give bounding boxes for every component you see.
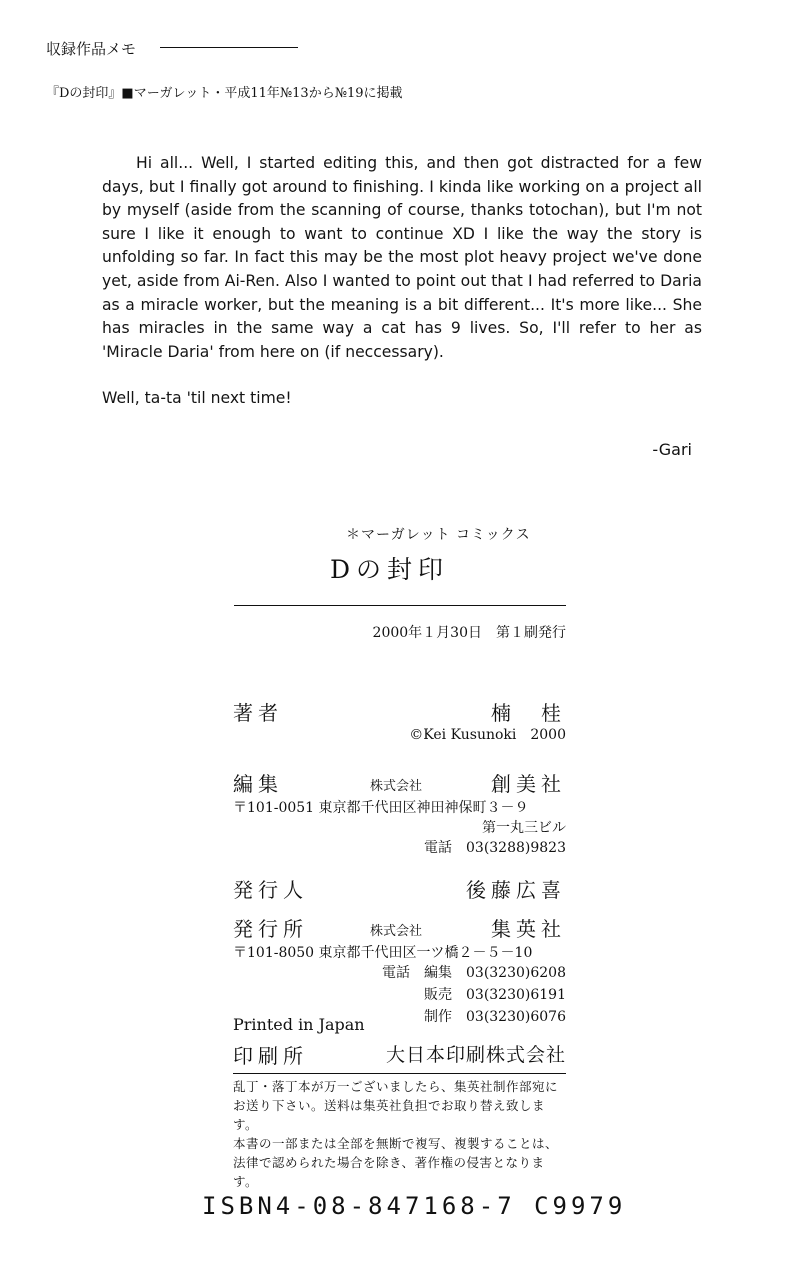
- series-name: ＊マーガレット コミックス: [346, 527, 531, 543]
- editor-address: 〒101-0051 東京都千代田区神田神保町３－９: [233, 800, 529, 816]
- phone-editorial: 電話 編集 03(3230)6208: [382, 965, 566, 981]
- phone-production: 制作 03(3230)6076: [424, 1009, 566, 1025]
- notice-rule: [233, 1073, 566, 1074]
- memo-heading: 収録作品メモ: [46, 40, 137, 58]
- author-label: 著者: [233, 701, 283, 725]
- notice-block: [233, 1077, 569, 1191]
- phone-sales: 販売 03(3230)6191: [424, 987, 566, 1003]
- editor-phone: 電話 03(3288)9823: [424, 840, 566, 856]
- editor-corp: 株式会社: [370, 779, 423, 794]
- printer-name: 大日本印刷株式会社: [385, 1044, 566, 1066]
- book-title: Dの封印: [330, 555, 450, 584]
- editor-name: 創美社: [491, 772, 566, 796]
- printed-in: Printed in Japan: [233, 1015, 365, 1034]
- isbn-code: ISBN4-08-847168-7 C9979: [202, 1192, 627, 1220]
- title-rule: [234, 605, 566, 606]
- author-name: 楠 桂: [491, 701, 566, 725]
- publisher-person-label: 発行人: [233, 878, 308, 902]
- note-closing: Well, ta-ta 'til next time!: [102, 389, 292, 408]
- memo-heading-rule: [160, 47, 298, 48]
- publisher-label: 発行所: [233, 917, 308, 941]
- publisher-address: 〒101-8050 東京都千代田区一ツ橋２－５－10: [233, 945, 533, 961]
- scanlator-note: [102, 152, 702, 411]
- note-signature: -Gari: [652, 440, 692, 459]
- publisher-corp: 株式会社: [370, 924, 423, 939]
- publication-date: 2000年１月30日 第１刷発行: [372, 625, 566, 641]
- publisher-name: 集英社: [491, 917, 566, 941]
- editor-building: 第一丸三ビル: [482, 820, 566, 836]
- copyright-line: ©Kei Kusunoki 2000: [409, 727, 566, 743]
- publisher-person-name: 後藤広喜: [466, 878, 566, 902]
- notice-copyright: 本書の一部または全部を無断で複写、複製することは、法律で認められた場合を除き、著作権の侵害となります。: [233, 1136, 559, 1189]
- notice-replacement: 乱丁・落丁本が万一ございましたら、集英社制作部宛にお送り下さい。送料は集英社負担でお取り替え致します。: [233, 1079, 559, 1132]
- editor-label: 編集: [233, 772, 283, 796]
- note-body: Hi all... Well, I started editing this, and then got distracted for a few days, but I finally got around to finishing. I kinda like working on a project all by myself (aside from the scanning of course, thanks totochan), but I'm not sure I like it enough to want to continue XD I like the way the story is unfolding so far. In fact this may be the most plot heavy project we've done yet, aside from Ai-Ren. Also I wanted to point out that I had referred to Daria as a miracle worker, but the meaning is a bit different... It's more like... She has miracles in the same way a cat has 9 lives. So, I'll refer to her as 'Miracle Daria' from here on (if neccessary).: [102, 154, 702, 361]
- memo-entry: 『Dの封印』■マーガレット・平成11年№13から№19に掲載: [46, 86, 403, 101]
- printer-label: 印刷所: [233, 1044, 308, 1068]
